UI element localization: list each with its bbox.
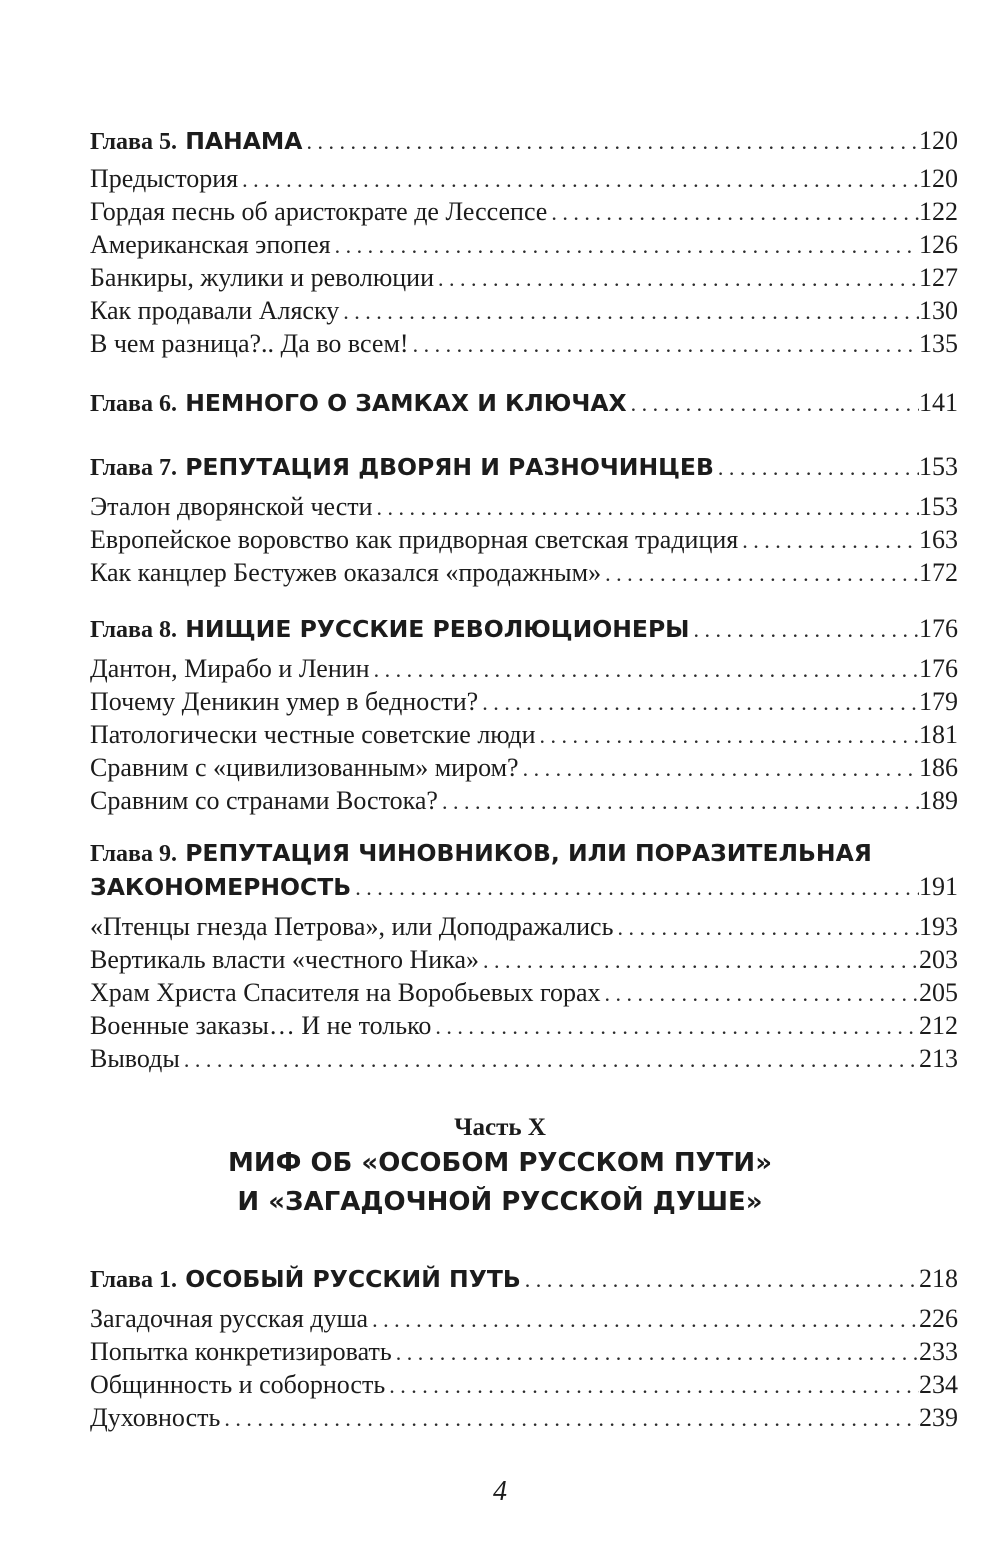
page-number: 122 [919, 197, 958, 226]
dot-leader [613, 911, 919, 944]
toc-section-row[interactable] [90, 1335, 958, 1368]
dot-leader [714, 451, 919, 485]
toc-block-chapter-9 [90, 836, 958, 1075]
section-title: «Птенцы гнезда Петрова», или Доподражались [90, 912, 614, 941]
chapter-title-line1: РЕПУТАЦИЯ ЧИНОВНИКОВ, ИЛИ ПОРАЗИТЕЛЬНАЯ [185, 839, 872, 867]
toc-section-row[interactable] [90, 261, 958, 294]
section-title: Духовность [90, 1403, 221, 1432]
chapter-title: НИЩИЕ РУССКИЕ РЕВОЛЮЦИОНЕРЫ [185, 615, 690, 643]
part-title-line2: И «ЗАГАДОЧНОЙ РУССКОЙ ДУШЕ» [237, 1187, 763, 1217]
page-number: 205 [919, 978, 958, 1007]
section-title: Гордая песнь об аристократе де Лессепсе [90, 197, 548, 226]
section-title: Как канцлер Бестужев оказался «продажным» [90, 558, 602, 587]
page-number: 189 [919, 786, 958, 815]
chapter-prefix: Глава 8. [90, 617, 177, 643]
dot-leader [409, 328, 919, 361]
dot-leader [431, 1010, 919, 1043]
dot-leader [180, 1043, 919, 1076]
section-title: Эталон дворянской чести [90, 492, 373, 521]
section-title: Сравним со странами Востока? [90, 786, 438, 815]
toc-chapter-row[interactable] [90, 386, 958, 420]
section-title: Вертикаль власти «честного Ника» [90, 945, 479, 974]
toc-section-row[interactable] [90, 685, 958, 718]
toc-block-chapter-8 [90, 612, 958, 817]
page-number: 153 [919, 492, 958, 521]
dot-leader [220, 1402, 919, 1435]
chapter-prefix: Глава 7. [90, 455, 177, 481]
section-title: Храм Христа Спасителя на Воробьевых горах [90, 978, 601, 1007]
section-title: Европейское воровство как придворная светская традиция [90, 525, 739, 554]
toc-block-chapter-6 [90, 386, 958, 420]
chapter-prefix: Глава 5. [90, 129, 177, 155]
chapter-prefix: Глава 6. [90, 391, 177, 417]
page-number: 213 [919, 1044, 958, 1073]
page-number: 135 [919, 329, 958, 358]
page-number: 193 [919, 912, 958, 941]
toc-block-chapter-7 [90, 450, 958, 589]
toc-section-row[interactable] [90, 1401, 958, 1434]
dot-leader [478, 686, 919, 719]
toc-section-row[interactable] [90, 1302, 958, 1335]
page-number: 176 [919, 654, 958, 683]
toc-block-part-x-chapter-1 [90, 1262, 958, 1434]
toc-section-row[interactable] [90, 1042, 958, 1075]
page-number: 120 [919, 126, 958, 155]
part-label: Часть X [454, 1114, 546, 1141]
toc-section-row[interactable] [90, 784, 958, 817]
toc-section-row[interactable] [90, 943, 958, 976]
dot-leader [385, 1369, 919, 1402]
toc-section-row[interactable] [90, 523, 958, 556]
dot-leader [351, 871, 919, 905]
dot-leader [331, 229, 919, 262]
toc-section-row[interactable] [90, 294, 958, 327]
page-number: 218 [919, 1264, 958, 1293]
dot-leader [479, 944, 919, 977]
part-heading [0, 1114, 1000, 1222]
dot-leader [547, 196, 919, 229]
dot-leader [627, 387, 919, 421]
page-number: 120 [919, 164, 958, 193]
page-number: 153 [919, 452, 958, 481]
dot-leader [368, 1303, 919, 1336]
page-number: 172 [919, 558, 958, 587]
section-title: В чем разница?.. Да во всем! [90, 329, 409, 358]
section-title: Попытка конкретизировать [90, 1337, 392, 1366]
chapter-title-line2: ЗАКОНОМЕРНОСТЬ [90, 873, 352, 901]
page-number: 176 [919, 614, 958, 643]
section-title: Американская эпопея [90, 230, 331, 259]
dot-leader [438, 785, 919, 818]
toc-section-row[interactable] [90, 228, 958, 261]
toc-section-row[interactable] [90, 556, 958, 589]
chapter-title: РЕПУТАЦИЯ ДВОРЯН И РАЗНОЧИНЦЕВ [185, 453, 714, 481]
page-number: 233 [919, 1337, 958, 1366]
toc-chapter-row[interactable] [90, 124, 958, 158]
page-number: 239 [919, 1403, 958, 1432]
section-title: Предыстория [90, 164, 239, 193]
chapter-title: НЕМНОГО О ЗАМКАХ И КЛЮЧАХ [185, 389, 627, 417]
section-title: Выводы [90, 1044, 180, 1073]
page-folio: 4 [493, 1476, 507, 1507]
dot-leader [302, 125, 919, 159]
page-number: 186 [919, 753, 958, 782]
page-number: 181 [919, 720, 958, 749]
page-number: 126 [919, 230, 958, 259]
page-number: 130 [919, 296, 958, 325]
toc-chapter-row[interactable] [90, 870, 958, 904]
dot-leader [738, 524, 919, 557]
page-number: 141 [919, 388, 958, 417]
dot-leader [521, 1263, 919, 1297]
section-title: Патологически честные советские люди [90, 720, 536, 749]
part-title-line1: МИФ ОБ «ОСОБОМ РУССКОМ ПУТИ» [227, 1148, 772, 1178]
dot-leader [370, 653, 919, 686]
section-title: Общинность и соборность [90, 1370, 386, 1399]
page-number: 163 [919, 525, 958, 554]
section-title: Почему Деникин умер в бедности? [90, 687, 479, 716]
page-number: 191 [919, 872, 958, 901]
toc-chapter-title-line1[interactable] [90, 836, 958, 870]
dot-leader [519, 752, 919, 785]
dot-leader [536, 719, 919, 752]
page-number: 127 [919, 263, 958, 292]
chapter-title: ОСОБЫЙ РУССКИЙ ПУТЬ [185, 1265, 521, 1293]
chapter-prefix: Глава 9. [90, 841, 177, 867]
toc-section-row[interactable] [90, 327, 958, 360]
toc-chapter-row[interactable] [90, 612, 958, 646]
section-title: Военные заказы… И не только [90, 1011, 432, 1040]
toc-section-row[interactable] [90, 910, 958, 943]
toc-section-row[interactable] [90, 490, 958, 523]
dot-leader [392, 1336, 919, 1369]
dot-leader [690, 613, 919, 647]
toc-block-chapter-5 [90, 124, 958, 360]
toc-section-row[interactable] [90, 976, 958, 1009]
chapter-title: ПАНАМА [185, 127, 303, 155]
toc-section-row[interactable] [90, 1368, 958, 1401]
page-number: 203 [919, 945, 958, 974]
toc-section-row[interactable] [90, 718, 958, 751]
toc-section-row[interactable] [90, 652, 958, 685]
page-number: 212 [919, 1011, 958, 1040]
dot-leader [373, 491, 919, 524]
toc-chapter-row[interactable] [90, 450, 958, 484]
section-title: Загадочная русская душа [90, 1304, 369, 1333]
section-title: Дантон, Мирабо и Ленин [90, 654, 370, 683]
toc-section-row[interactable] [90, 195, 958, 228]
dot-leader [601, 977, 919, 1010]
section-title: Сравним с «цивилизованным» миром? [90, 753, 519, 782]
chapter-prefix: Глава 1. [90, 1267, 177, 1293]
dot-leader [339, 295, 919, 328]
dot-leader [601, 557, 919, 590]
toc-section-row[interactable] [90, 751, 958, 784]
dot-leader [238, 163, 919, 196]
section-title: Как продавали Аляску [90, 296, 340, 325]
page-number: 179 [919, 687, 958, 716]
toc-section-row[interactable] [90, 162, 958, 195]
toc-chapter-row[interactable] [90, 1262, 958, 1296]
page-number: 226 [919, 1304, 958, 1333]
section-title: Банкиры, жулики и революции [90, 263, 435, 292]
dot-leader [434, 262, 919, 295]
toc-section-row[interactable] [90, 1009, 958, 1042]
page-number: 234 [919, 1370, 958, 1399]
